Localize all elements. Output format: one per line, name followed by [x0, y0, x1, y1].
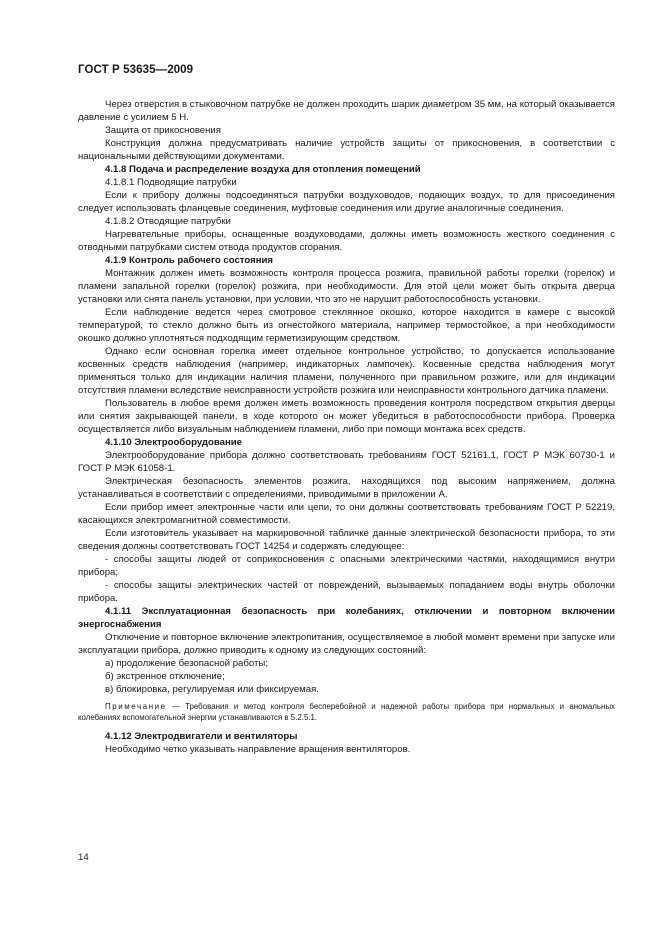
document-page — [78, 64, 615, 756]
paragraph: Монтажник должен иметь возможность контроля процесса розжига, правильной работы горелки (горелок) и пламени запальной горелки (горелок) розжига, при необходимости. Для этой цели может быть открыта дверца установки или снята панель установки, при условии, что это не нарушит работоспособность установки. — [78, 268, 615, 305]
list-item: - способы защиты электрических частей от повреждений, вызываемых попаданием воды внутрь оболочки прибора. — [78, 580, 615, 604]
list-item: б) экстренное отключение; — [105, 671, 225, 682]
section-heading: 4.1.11 Эксплуатационная безопасность при колебаниях, отключении и повторном включении энергоснабжения — [78, 606, 615, 630]
note-label: Примечание — [105, 702, 167, 711]
paragraph: Электрическая безопасность элементов розжига, находящихся под высоким напряжением, должна устанавливаться в соответствии с определениями, приводимыми в приложении А. — [78, 476, 615, 500]
note-text: — Требования и метод контроля бесперебойной и надежной работы прибора при нормальных и аномальных колебаниях вспомогательной энергии устанавливаются в 5.2.5.1. — [78, 702, 615, 722]
list-item: а) продолжение безопасной работы; — [105, 658, 268, 669]
paragraph: Через отверстия в стыковочном патрубке не должен проходить шарик диаметром 35 мм, на который оказывается давление с усилием 5 Н. — [78, 99, 615, 123]
paragraph: Однако если основная горелка имеет отдельное контрольное устройство, то допускается использование косвенных средств наблюдения (например, индикаторных лампочек). Косвенные средства наблюдения могут применяться только для индикации наличия пламени, полученного при правильном розжиге, или для индикации отсутствия пламени вследствие неисправности устройств розжига или неисправности контрольного датчика пламени. — [78, 346, 615, 396]
section-heading: 4.1.10 Электрооборудование — [105, 437, 243, 448]
section-heading: 4.1.8 Подача и распределение воздуха для отопления помещений — [105, 164, 421, 175]
paragraph: Если наблюдение ведется через смотровое стеклянное окошко, которое находится в камере с высокой температурой, то стекло должно быть из огнестойкого материала, например термостойкое, а при необходимости окошко должно уплотняться подходящим герметизирующим средством. — [78, 307, 615, 344]
list-item: - способы защиты людей от соприкосновения с опасными электрическими частями, находящимися внутри прибора; — [78, 554, 615, 578]
paragraph: Если изготовитель указывает на маркировочной табличке данные электрической безопасности прибора, то эти сведения должны соответствовать ГОСТ 14254 и содержать следующее: — [78, 528, 615, 552]
page-number: 14 — [78, 852, 89, 863]
paragraph: Электрооборудование прибора должно соответствовать требованиям ГОСТ 52161.1, ГОСТ Р МЭК 60730-1 и ГОСТ Р МЭК 61058-1. — [78, 450, 615, 474]
paragraph: Если к прибору должны подсоединяться патрубки воздуховодов, подающих воздух, то для присоединения следует использовать фланцевые соединения, муфтовые соединения или другие аналогичные соединения. — [78, 190, 615, 214]
paragraph: Нагревательные приборы, оснащенные воздуховодами, должны иметь возможность жесткого соединения с отводными патрубками систем отвода продуктов сгорания. — [78, 229, 615, 253]
subsection-heading: 4.1.8.2 Отводящие патрубки — [105, 216, 231, 227]
paragraph: Необходимо четко указывать направление вращения вентиляторов. — [105, 744, 411, 755]
paragraph: Конструкция должна предусматривать наличие устройств защиты от прикосновения, в соответствии с национальными действующими документами. — [78, 138, 615, 162]
subsection-heading: 4.1.8.1 Подводящие патрубки — [105, 177, 237, 188]
paragraph: Отключение и повторное включение электропитания, осуществляемое в любой момент времени при запуске или эксплуатации прибора, должно приводить к одному из следующих состояний: — [78, 632, 615, 656]
note — [78, 701, 615, 723]
paragraph: Пользователь в любое время должен иметь возможность проведения контроля посредством открытия дверцы или снятия закрывающей панели, в ходе которого он может убедиться в работоспособности прибора. Проверка осуществляется либо визуальным наблюдением пламени, либо при помощи монтажа всех средств. — [78, 398, 615, 435]
document-header: ГОСТ Р 53635—2009 — [78, 64, 194, 76]
list-item: в) блокировка, регулируемая или фиксируемая. — [105, 684, 319, 695]
paragraph: Защита от прикосновения — [105, 125, 221, 136]
section-heading: 4.1.12 Электродвигатели и вентиляторы — [105, 731, 298, 742]
paragraph: Если прибор имеет электронные части или цепи, то они должны соответствовать требованиям ГОСТ Р 52219, касающихся электромагнитной совместимости. — [78, 502, 615, 526]
section-heading: 4.1.9 Контроль рабочего состояния — [105, 255, 273, 266]
